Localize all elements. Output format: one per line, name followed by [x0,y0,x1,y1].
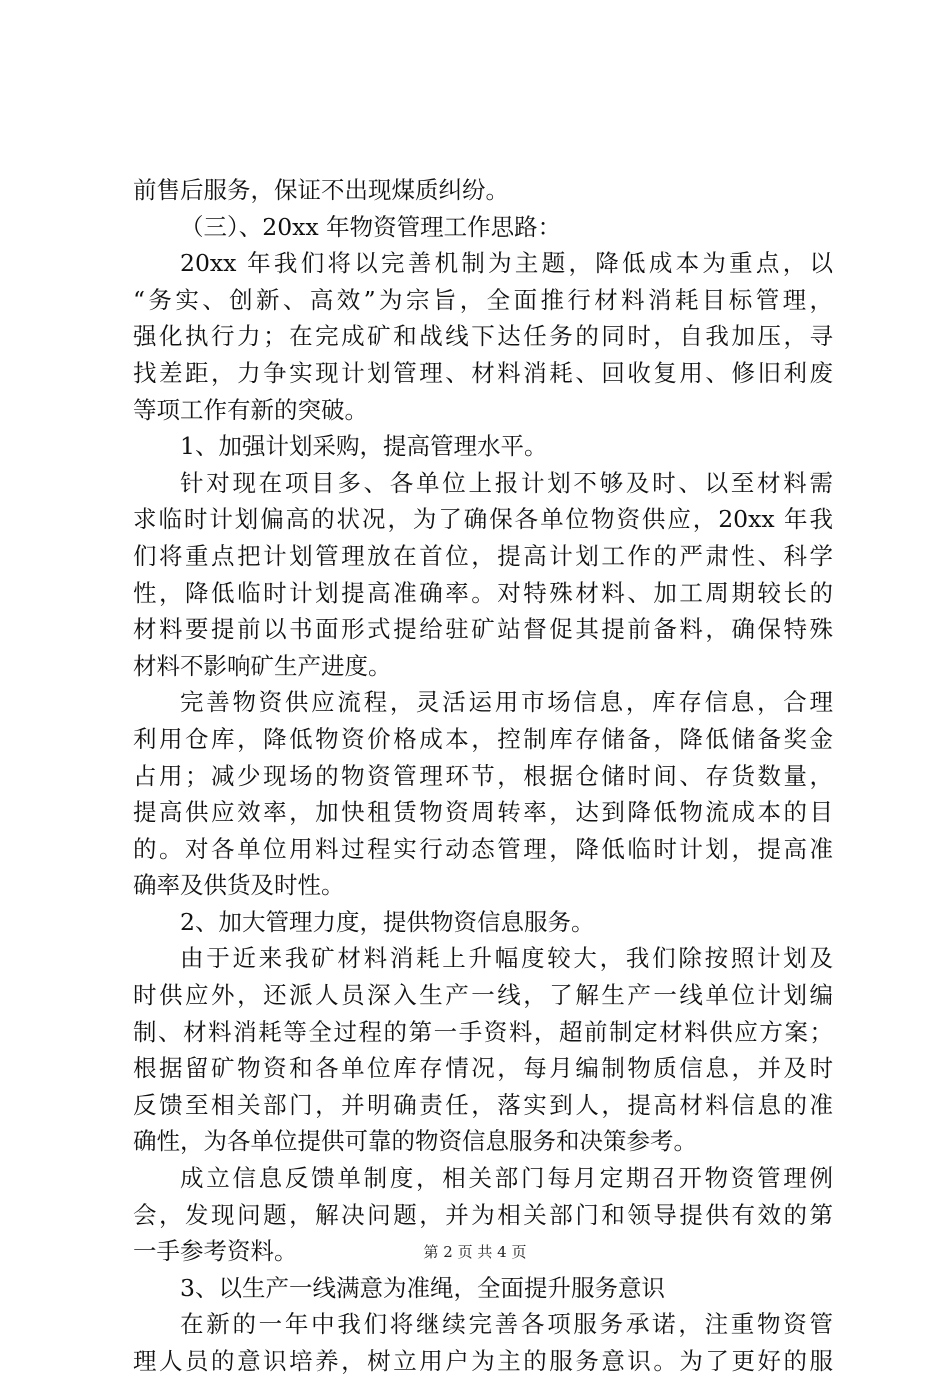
text-line: 强化执行力；在完成矿和战线下达任务的同时，自我加压，寻 [133,322,833,351]
text-line: 成立信息反馈单制度，相关部门每月定期召开物资管理例 [180,1164,833,1193]
text-line: 反馈至相关部门，并明确责任，落实到人，提高材料信息的准 [133,1090,833,1119]
text-line: 前售后服务，保证不出现煤质纠纷。 [133,176,509,204]
text-line: 完善物资供应流程，灵活运用市场信息，库存信息，合理 [180,688,833,717]
text-line: 等项工作有新的突破。 [133,395,368,424]
text-line: 理人员的意识培养，树立用户为主的服务意识。为了更好的服 [133,1347,833,1375]
text-line: 性，降低临时计划提高准确率。对特殊材料、加工周期较长的 [133,578,833,607]
text-line: 占用；减少现场的物资管理环节，根据仓储时间、存货数量， [133,761,833,790]
text-line: 根据留矿物资和各单位库存情况，每月编制物质信息，并及时 [133,1054,833,1083]
text-line: 在新的一年中我们将继续完善各项服务承诺，注重物资管 [180,1310,833,1339]
text-line: 利用仓库，降低物资价格成本，控制库存储备，降低储备奖金 [133,724,833,753]
text-line: 提高供应效率，加快租赁物资周转率，达到降低物流成本的目 [133,798,833,827]
text-line: 制、材料消耗等全过程的第一手资料，超前制定材料供应方案； [133,1017,833,1046]
text-line: （三）、20xx 年物资管理工作思路： [180,212,562,241]
text-line: 们将重点把计划管理放在首位，提高计划工作的严肃性、科学 [133,541,833,570]
text-line: 针对现在项目多、各单位上报计划不够及时、以至材料需 [180,468,833,497]
text-line: 20xx 年我们将以完善机制为主题，降低成本为重点，以 [180,249,833,278]
page-footer: 第 2 页 共 4 页 [423,1243,527,1261]
text-line: 3、以生产一线满意为准绳，全面提升服务意识 [180,1273,665,1302]
text-line: 确率及供货及时性。 [133,871,345,900]
text-line: 材料要提前以书面形式提给驻矿站督促其提前备料，确保特殊 [133,615,833,644]
text-line: 确性，为各单位提供可靠的物资信息服务和决策参考。 [133,1127,697,1156]
text-line: 2、加大管理力度，提供物资信息服务。 [180,907,595,936]
text-line: 1、加强计划采购，提高管理水平。 [180,432,548,461]
text-line: 会，发现问题，解决问题，并为相关部门和领导提供有效的第 [133,1200,833,1229]
text-line: “务实、创新、高效”为宗旨，全面推行材料消耗目标管理， [133,285,833,314]
text-line: 材料不影响矿生产进度。 [133,651,392,680]
text-line: 由于近来我矿材料消耗上升幅度较大，我们除按照计划及 [180,944,833,973]
text-line: 的。对各单位用料过程实行动态管理，降低临时计划，提高准 [133,834,833,863]
document-body [133,172,833,1380]
text-line: 时供应外，还派人员深入生产一线，了解生产一线单位计划编 [133,981,833,1010]
text-line: 找差距，力争实现计划管理、材料消耗、回收复用、修旧利废 [133,358,833,387]
text-line: 一手参考资料。 [133,1237,298,1266]
text-line: 求临时计划偏高的状况，为了确保各单位物资供应，20xx 年我 [133,505,833,534]
